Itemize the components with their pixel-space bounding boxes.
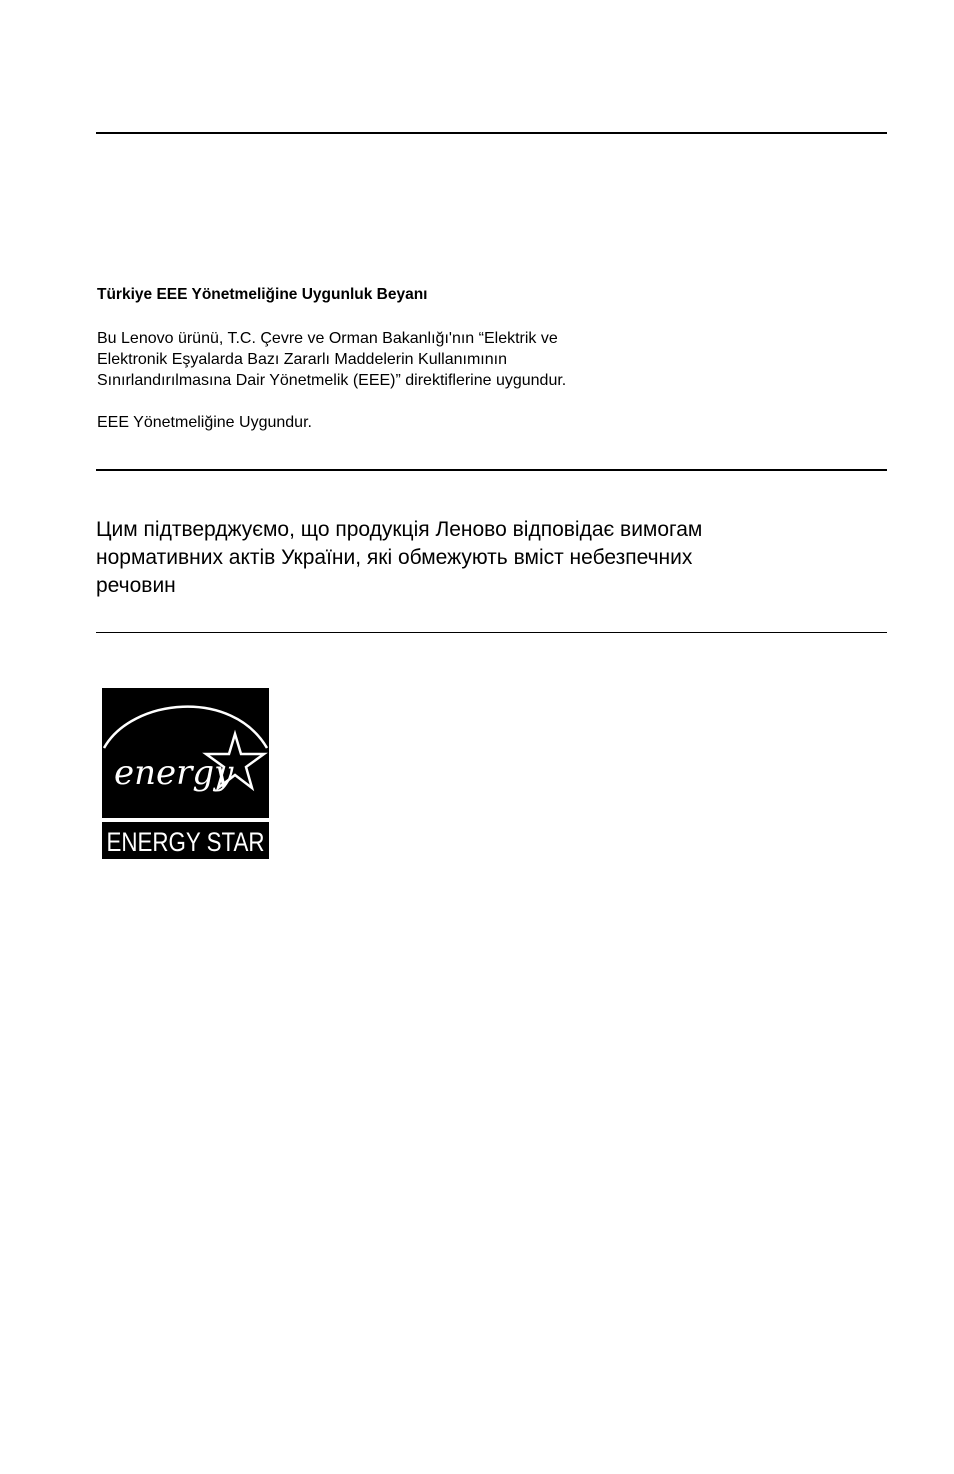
energy-script-word: energy — [114, 753, 234, 793]
ukrainian-body-line: нормативних актів України, які обмежують вміст небезпечних — [96, 546, 693, 569]
turkish-conformity-statement: EEE Yönetmeliğine Uygundur. — [97, 414, 312, 431]
ukrainian-body-line: Цим підтверджуємо, що продукція Леново відповідає вимогам — [96, 518, 703, 541]
section-divider-middle — [96, 469, 887, 471]
section-divider-top — [96, 132, 887, 134]
turkish-body-line: Bu Lenovo ürünü, T.C. Çevre ve Orman Bakanlığı'nın “Elektrik ve — [97, 330, 558, 347]
ukrainian-body-line: речовин — [96, 574, 176, 597]
section-divider-bottom — [96, 632, 887, 633]
turkish-body-line: Sınırlandırılmasına Dair Yönetmelik (EEE)” direktiflerine uygundur. — [97, 372, 567, 389]
ukrainian-declaration-body — [96, 516, 856, 600]
energy-star-icon — [102, 688, 269, 859]
turkish-declaration-title: Türkiye EEE Yönetmeliğine Uygunluk Beyanı — [97, 286, 428, 303]
turkish-declaration-body — [97, 328, 717, 391]
energy-star-label: ENERGY STAR — [106, 827, 265, 857]
turkish-body-line: Elektronik Eşyalarda Bazı Zararlı Maddelerin Kullanımının — [97, 351, 507, 368]
